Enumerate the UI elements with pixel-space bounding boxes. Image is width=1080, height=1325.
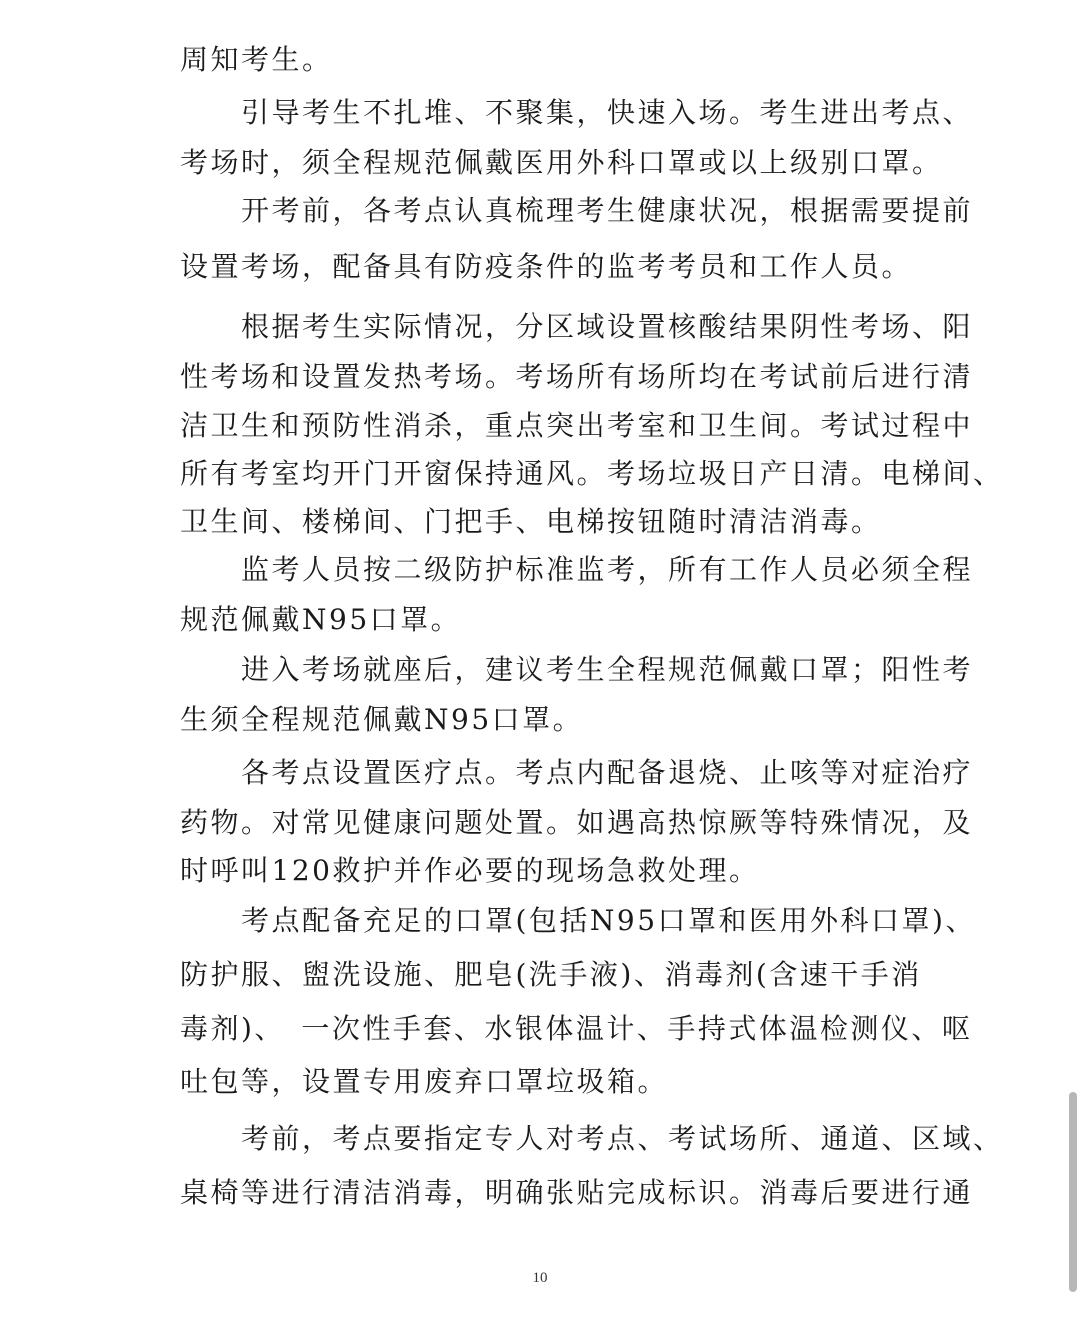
- scrollbar-thumb[interactable]: [1069, 1092, 1077, 1292]
- text-line: 卫生间、楼梯间、门把手、电梯按钮随时清洁消毒。: [180, 505, 882, 538]
- text-line: 引导考生不扎堆、不聚集，快速入场。考生进出考点、: [180, 96, 974, 129]
- text-line: 药物。对常见健康问题处置。如遇高热惊厥等特殊情况，及: [180, 806, 974, 839]
- text-line: 防护服、盥洗设施、肥皂(洗手液)、消毒剂(含速干手消: [180, 958, 922, 991]
- text-line: 考场时，须全程规范佩戴医用外科口罩或以上级别口罩。: [180, 146, 943, 179]
- text-line: 桌椅等进行清洁消毒，明确张贴完成标识。消毒后要进行通: [180, 1176, 974, 1209]
- text-line: 所有考室均开门开窗保持通风。考场垃圾日产日清。电梯间、: [180, 457, 1004, 490]
- text-line: 考前，考点要指定专人对考点、考试场所、通道、区域、: [180, 1122, 1004, 1155]
- text-line: 进入考场就座后，建议考生全程规范佩戴口罩；阳性考: [180, 653, 974, 686]
- text-line: 毒剂)、 一次性手套、水银体温计、手持式体温检测仪、呕: [180, 1012, 973, 1045]
- text-line: 时呼叫120救护并作必要的现场急救处理。: [180, 854, 760, 887]
- text-line: 规范佩戴N95口罩。: [180, 603, 462, 636]
- text-line: 周知考生。: [180, 43, 333, 76]
- text-line: 监考人员按二级防护标准监考，所有工作人员必须全程: [180, 553, 974, 586]
- text-line: 设置考场，配备具有防疫条件的监考考员和工作人员。: [180, 250, 913, 283]
- text-line: 生须全程规范佩戴N95口罩。: [180, 703, 584, 736]
- page-number: 10: [532, 1270, 548, 1286]
- text-line: 考点配备充足的口罩(包括N95口罩和医用外科口罩)、: [180, 904, 976, 937]
- text-line: 各考点设置医疗点。考点内配备退烧、止咳等对症治疗: [180, 756, 974, 789]
- text-line: 根据考生实际情况，分区域设置核酸结果阴性考场、阳: [180, 310, 974, 343]
- text-line: 吐包等，设置专用废弃口罩垃圾箱。: [180, 1065, 669, 1098]
- text-line: 开考前，各考点认真梳理考生健康状况，根据需要提前: [180, 194, 974, 227]
- text-line: 性考场和设置发热考场。考场所有场所均在考试前后进行清: [180, 360, 974, 393]
- text-line: 洁卫生和预防性消杀，重点突出考室和卫生间。考试过程中: [180, 409, 974, 442]
